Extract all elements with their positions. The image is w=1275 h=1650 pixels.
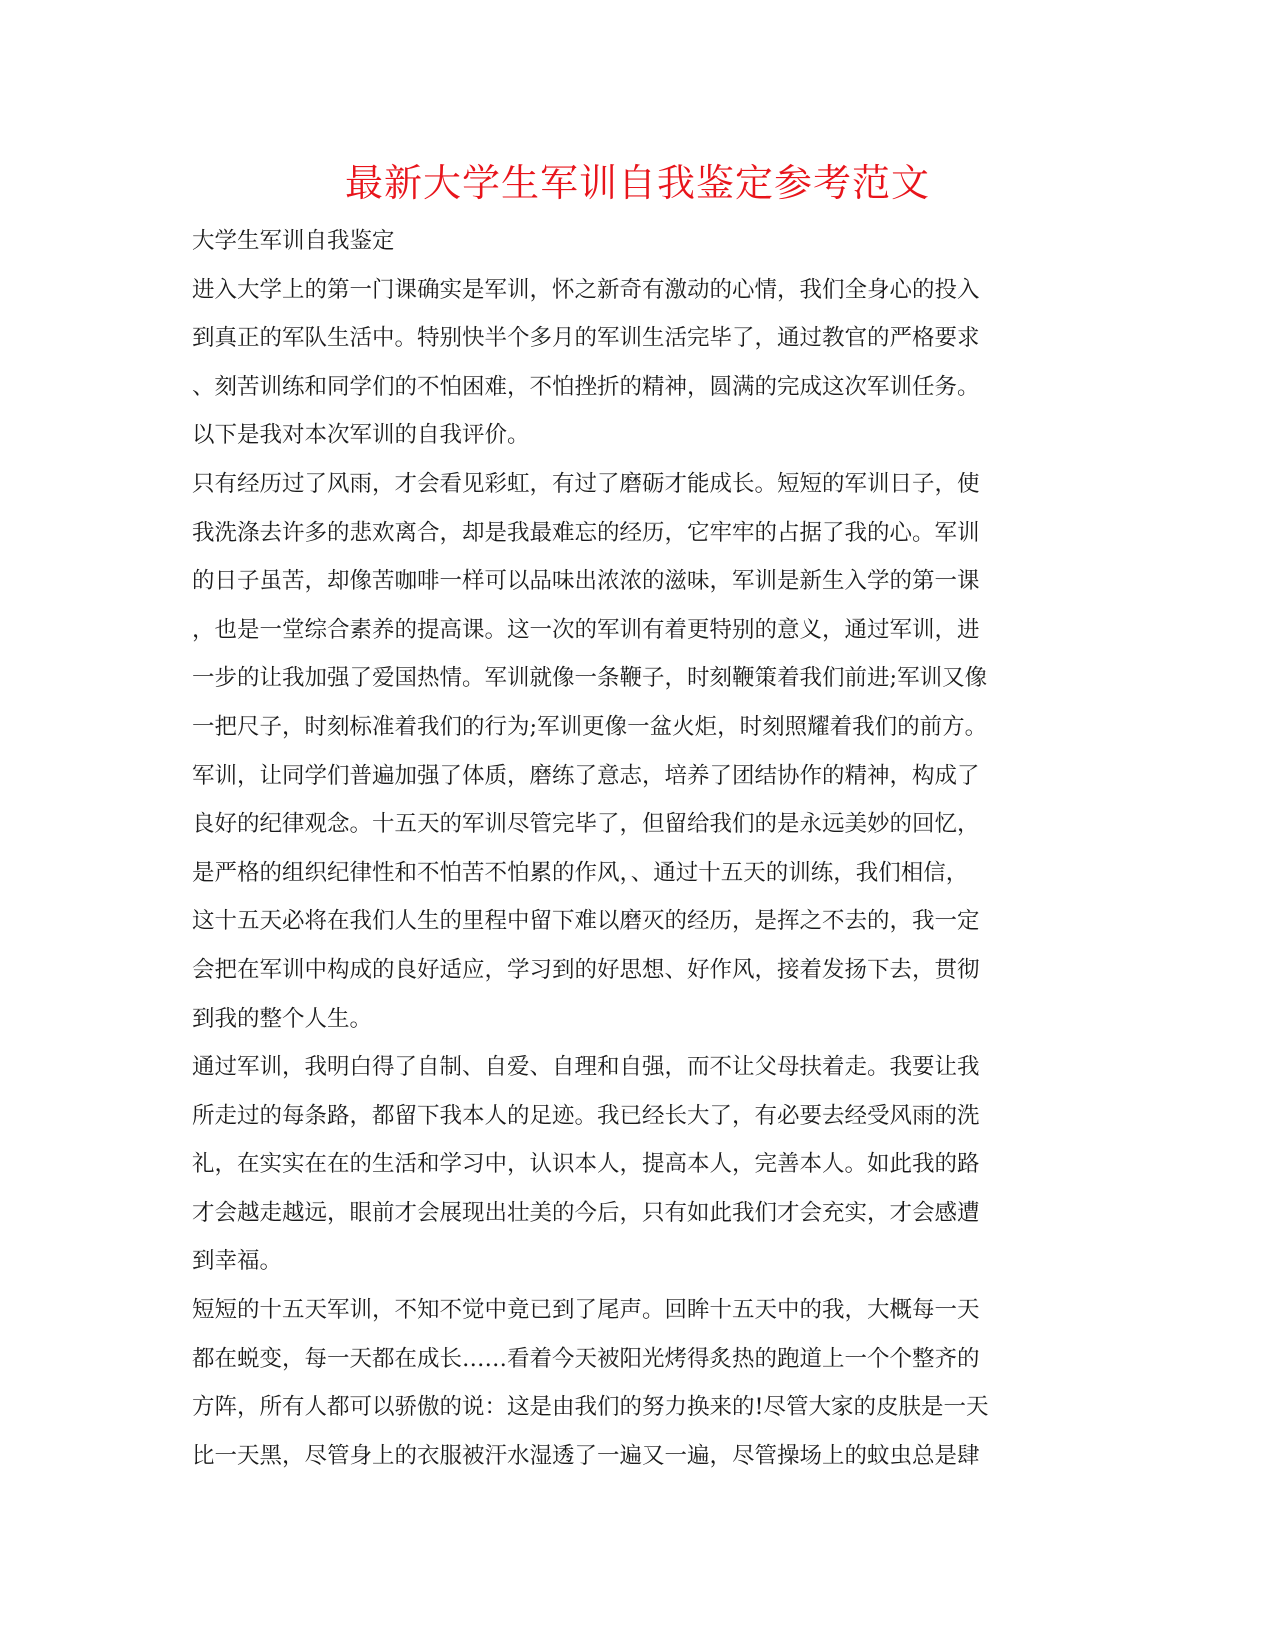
text-line: 进入大学上的第一门课确实是军训，怀之新奇有激动的心情，我们全身心的投入 (192, 276, 980, 303)
text-line: 才会越走越远，眼前才会展现出壮美的今后，只有如此我们才会充实，才会感遭 (192, 1199, 980, 1226)
text-line: 短短的十五天军训，不知不觉中竟已到了尾声。回眸十五天中的我，大概每一天 (192, 1297, 980, 1324)
text-line: 良好的纪律观念。十五天的军训尽管完毕了，但留给我们的是永远美妙的回忆， (192, 811, 980, 838)
text-line: 所走过的每条路，都留下我本人的足迹。我已经长大了，有必要去经受风雨的洗 (192, 1102, 980, 1129)
text-line: 一步的让我加强了爱国热情。军训就像一条鞭子，时刻鞭策着我们前进;军训又像 (192, 665, 988, 692)
text-line: 通过军训，我明白得了自制、自爱、自理和自强，而不让父母扶着走。我要让我 (192, 1054, 980, 1081)
text-line: ，也是一堂综合素养的提高课。这一次的军训有着更特别的意义，通过军训，进 (192, 616, 980, 643)
text-line: 是严格的组织纪律性和不怕苦不怕累的作风，、通过十五天的训练，我们相信， (192, 859, 969, 886)
text-line: 以下是我对本次军训的自我评价。 (192, 422, 530, 449)
text-line: 到幸福。 (192, 1248, 283, 1275)
document-body (192, 217, 1082, 1480)
text-line: 这十五天必将在我们人生的里程中留下难以磨灭的经历，是挥之不去的，我一定 (192, 908, 980, 935)
text-line: 大学生军训自我鉴定 (192, 228, 395, 254)
text-line: 、刻苦训练和同学们的不怕困难，不怕挫折的精神，圆满的完成这次军训任务。 (192, 373, 980, 400)
text-line: 方阵，所有人都可以骄傲的说：这是由我们的努力换来的!尽管大家的皮肤是一天 (192, 1394, 989, 1421)
text-line: 会把在军训中构成的良好适应，学习到的好思想、好作风，接着发扬下去，贯彻 (192, 956, 980, 983)
text-line: 都在蜕变，每一天都在成长……看着今天被阳光烤得炙热的跑道上一个个整齐的 (192, 1345, 980, 1372)
text-line: 比一天黑，尽管身上的衣服被汗水湿透了一遍又一遍，尽管操场上的蚊虫总是肆 (192, 1442, 980, 1469)
text-line: 到真正的军队生活中。特别快半个多月的军训生活完毕了，通过教官的严格要求 (192, 325, 980, 352)
text-line: 到我的整个人生。 (192, 1005, 373, 1032)
document-title: 最新大学生军训自我鉴定参考范文 (344, 161, 930, 205)
text-line: 礼，在实实在在的生活和学习中，认识本人，提高本人，完善本人。如此我的路 (192, 1151, 980, 1178)
text-line: 只有经历过了风雨，才会看见彩虹，有过了磨砺才能成长。短短的军训日子，使 (192, 470, 980, 497)
text-line: 军训，让同学们普遍加强了体质，磨练了意志，培养了团结协作的精神，构成了 (192, 762, 980, 789)
text-line: 我洗涤去许多的悲欢离合，却是我最难忘的经历，它牢牢的占据了我的心。军训 (192, 519, 980, 546)
text-line: 一把尺子，时刻标准着我们的行为;军训更像一盆火炬，时刻照耀着我们的前方。 (192, 713, 988, 740)
text-line: 的日子虽苦，却像苦咖啡一样可以品味出浓浓的滋味，军训是新生入学的第一课 (192, 568, 980, 595)
